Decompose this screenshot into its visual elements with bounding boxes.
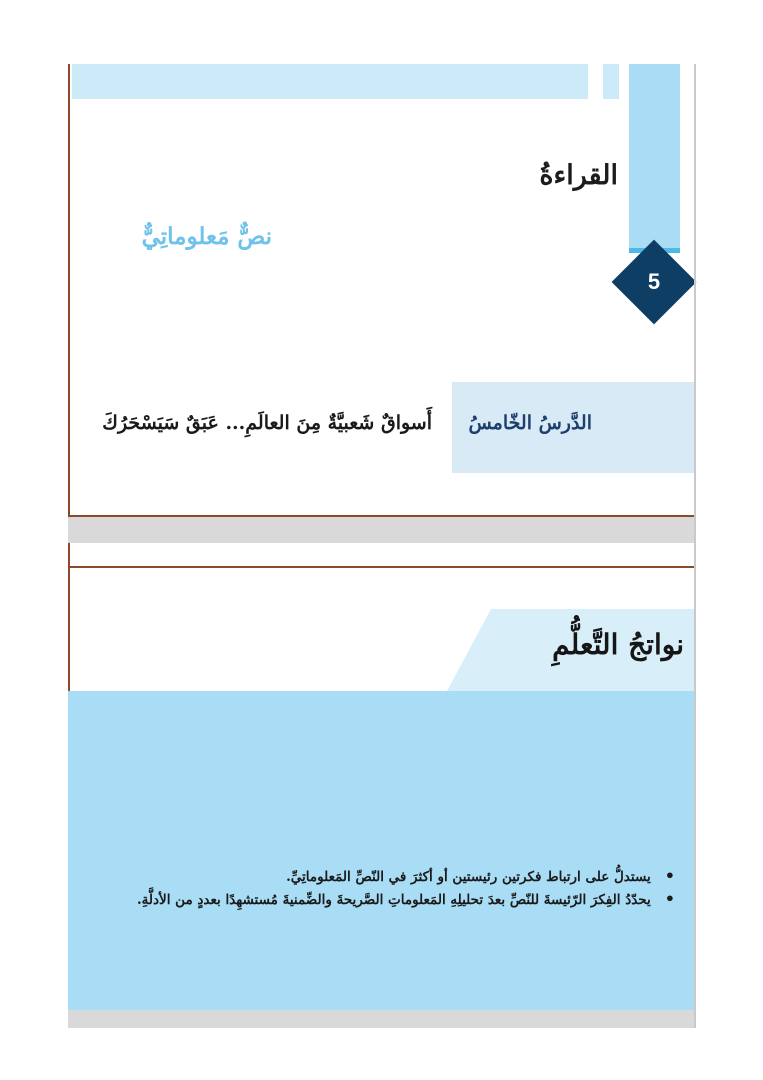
outcome-item: • يستدلُّ على ارتباط فكرتين رئيستين أو أكثرَ في النّصِّ المَعلوماتِيِّ. bbox=[95, 865, 675, 888]
bottom-gutter bbox=[68, 1010, 694, 1028]
text-type-label: نصٌّ مَعلوماتِيٌّ bbox=[141, 223, 272, 250]
page-top-rule bbox=[68, 566, 694, 568]
lesson-number: 5 bbox=[647, 269, 661, 294]
outcomes-title: نواتجُ التَّعلُّمِ bbox=[552, 628, 684, 661]
page-gutter bbox=[68, 517, 694, 543]
top-decor-band bbox=[72, 64, 588, 99]
outcomes-box bbox=[68, 691, 694, 1010]
outcomes-list bbox=[95, 865, 675, 911]
page-right-edge bbox=[694, 64, 696, 1028]
lesson-label: الدَّرسُ الخّامسُ bbox=[468, 412, 592, 434]
vertical-decor-band bbox=[629, 64, 680, 250]
lesson-title: أَسواقٌ شَعبيَّةٌ مِنَ العالَمِ... عَبَقٌ سَيَسْحَرُكَ bbox=[102, 412, 432, 434]
top-decor-strip bbox=[603, 64, 619, 99]
outcome-item: • يحدّدُ الفِكرَ الرّئيسةَ للنّصِّ بعدَ تحليلِهِ المَعلوماتِ الصَّريحةَ والضِّمنيةَ مُستشهِدًا بعددٍ من الأدلَّةِ. bbox=[95, 888, 675, 911]
section-title: القراءةُ bbox=[539, 160, 618, 191]
